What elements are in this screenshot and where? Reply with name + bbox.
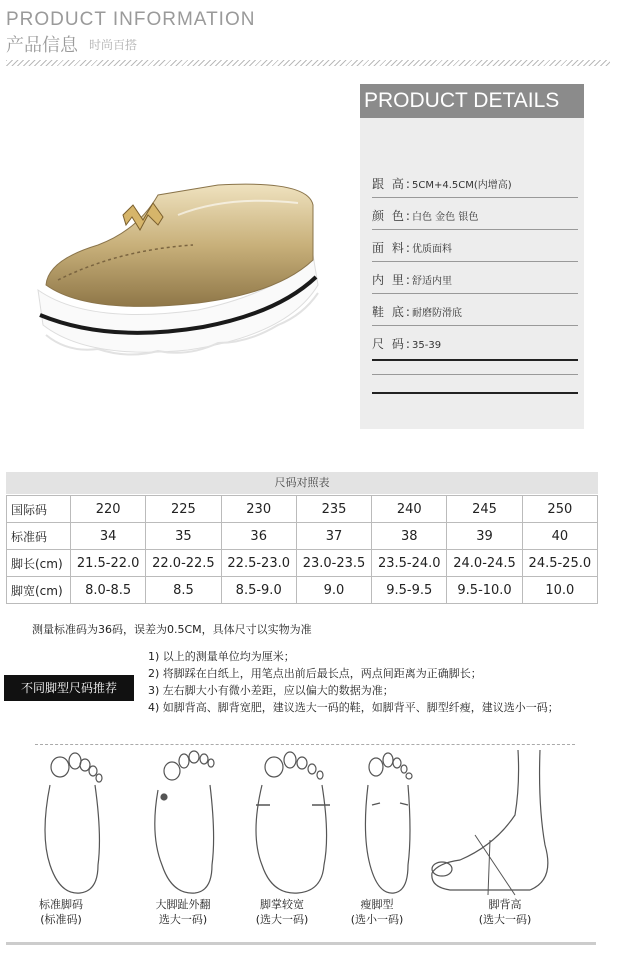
divider — [372, 261, 578, 262]
detail-label: 鞋 底: — [372, 305, 412, 319]
thin-foot-icon — [365, 753, 412, 893]
detail-value: 优质面料 — [412, 244, 452, 255]
foot-advice: 选大一码) — [158, 913, 208, 926]
header-subtitle: 时尚百搭 — [89, 38, 138, 52]
table-cell: 37 — [296, 523, 371, 550]
foot-name: 脚背高 — [488, 898, 522, 911]
table-cell: 10.0 — [522, 577, 597, 604]
size-chart-title: 尺码对照表 — [6, 472, 598, 494]
foot-advice: (标准码) — [40, 913, 82, 926]
table-cell: 9.0 — [296, 577, 371, 604]
measure-tips — [148, 648, 559, 716]
table-cell: 220 — [71, 496, 146, 523]
header-divider — [6, 60, 610, 66]
high-instep-foot-icon — [432, 750, 548, 895]
table-cell: 36 — [221, 523, 296, 550]
header-title-cn: 产品信息 — [6, 35, 78, 56]
table-cell: 24.0-24.5 — [447, 550, 522, 577]
bottom-divider — [6, 942, 596, 945]
table-cell: 8.0-8.5 — [71, 577, 146, 604]
size-chart-table — [6, 495, 598, 604]
row-header: 脚宽(cm) — [7, 577, 71, 604]
table-cell: 235 — [296, 496, 371, 523]
table-cell: 250 — [522, 496, 597, 523]
table-cell: 40 — [522, 523, 597, 550]
table-cell: 24.5-25.0 — [522, 550, 597, 577]
table-row — [7, 496, 598, 523]
header-title-en: PRODUCT INFORMATION — [6, 9, 256, 30]
product-details-title: PRODUCT DETAILS — [360, 84, 584, 118]
table-cell: 245 — [447, 496, 522, 523]
detail-label: 颜 色: — [372, 209, 412, 223]
table-row — [7, 577, 598, 604]
product-details-panel — [360, 84, 584, 429]
detail-row-size — [372, 334, 441, 354]
table-cell: 9.5-9.5 — [372, 577, 447, 604]
divider — [372, 229, 578, 230]
detail-value: 耐磨防滑底 — [412, 308, 462, 319]
row-header: 脚长(cm) — [7, 550, 71, 577]
foot-caption-bunion — [138, 897, 228, 927]
divider — [372, 197, 578, 198]
foot-advice: (选大一码) — [255, 913, 309, 926]
detail-value: 舒适内里 — [412, 276, 452, 287]
detail-value: 35-39 — [412, 340, 442, 351]
divider — [372, 374, 578, 375]
table-cell: 21.5-22.0 — [71, 550, 146, 577]
detail-value: 5CM+4.5CM(内增高) — [412, 180, 512, 191]
bunion-foot-icon — [155, 751, 214, 893]
foot-caption-thin — [332, 897, 422, 927]
foot-type-badge: 不同脚型尺码推荐 — [4, 675, 134, 701]
table-cell: 225 — [146, 496, 221, 523]
foot-advice: (选大一码) — [478, 913, 532, 926]
foot-name: 瘦脚型 — [360, 898, 394, 911]
divider — [372, 293, 578, 294]
detail-label: 尺 码: — [372, 337, 412, 351]
table-cell: 230 — [221, 496, 296, 523]
detail-label: 面 料: — [372, 241, 412, 255]
table-cell: 8.5-9.0 — [221, 577, 296, 604]
table-cell: 22.5-23.0 — [221, 550, 296, 577]
detail-value: 白色 金色 银色 — [412, 212, 479, 223]
divider — [372, 392, 578, 394]
foot-types-illustration — [30, 745, 590, 905]
foot-caption-standard — [16, 897, 106, 927]
foot-caption-high-instep — [460, 897, 550, 927]
table-cell: 39 — [447, 523, 522, 550]
foot-caption-wide — [237, 897, 327, 927]
detail-row-fabric — [372, 238, 452, 258]
table-cell: 23.5-24.0 — [372, 550, 447, 577]
foot-name: 标准脚码 — [39, 898, 83, 911]
tip-item: 2) 将脚踩在白纸上，用笔点出前后最长点，两点间距离为正确脚长； — [148, 667, 482, 680]
table-cell: 23.0-23.5 — [296, 550, 371, 577]
shoe-product-image — [28, 175, 328, 375]
divider — [372, 325, 578, 326]
tip-item: 3) 左右脚大小有微小差距，应以偏大的数据为准； — [148, 684, 394, 697]
standard-foot-icon — [45, 753, 102, 893]
detail-row-lining — [372, 270, 452, 290]
divider — [372, 359, 578, 361]
table-row — [7, 550, 598, 577]
detail-row-heel-height — [372, 174, 512, 194]
table-cell: 9.5-10.0 — [447, 577, 522, 604]
foot-advice: (选小一码) — [350, 913, 404, 926]
table-cell: 8.5 — [146, 577, 221, 604]
table-cell: 22.0-22.5 — [146, 550, 221, 577]
table-cell: 38 — [372, 523, 447, 550]
foot-name: 大脚趾外翻 — [155, 898, 211, 911]
table-cell: 240 — [372, 496, 447, 523]
tip-item: 4) 如脚背高、脚背宽肥，建议选大一码的鞋，如脚背平、脚型纤瘦，建议选小一码； — [148, 701, 559, 714]
tip-item: 1) 以上的测量单位均为厘米； — [148, 650, 295, 663]
detail-label: 内 里: — [372, 273, 412, 287]
foot-name: 脚掌较宽 — [260, 898, 304, 911]
table-cell: 35 — [146, 523, 221, 550]
detail-row-color — [372, 206, 478, 226]
table-cell: 34 — [71, 523, 146, 550]
detail-row-sole — [372, 302, 462, 322]
table-row — [7, 523, 598, 550]
wide-foot-icon — [256, 752, 330, 893]
row-header: 国际码 — [7, 496, 71, 523]
detail-label: 跟 高: — [372, 177, 412, 191]
row-header: 标准码 — [7, 523, 71, 550]
measure-note: 测量标准码为36码，误差为0.5CM，具体尺寸以实物为准 — [32, 623, 312, 636]
